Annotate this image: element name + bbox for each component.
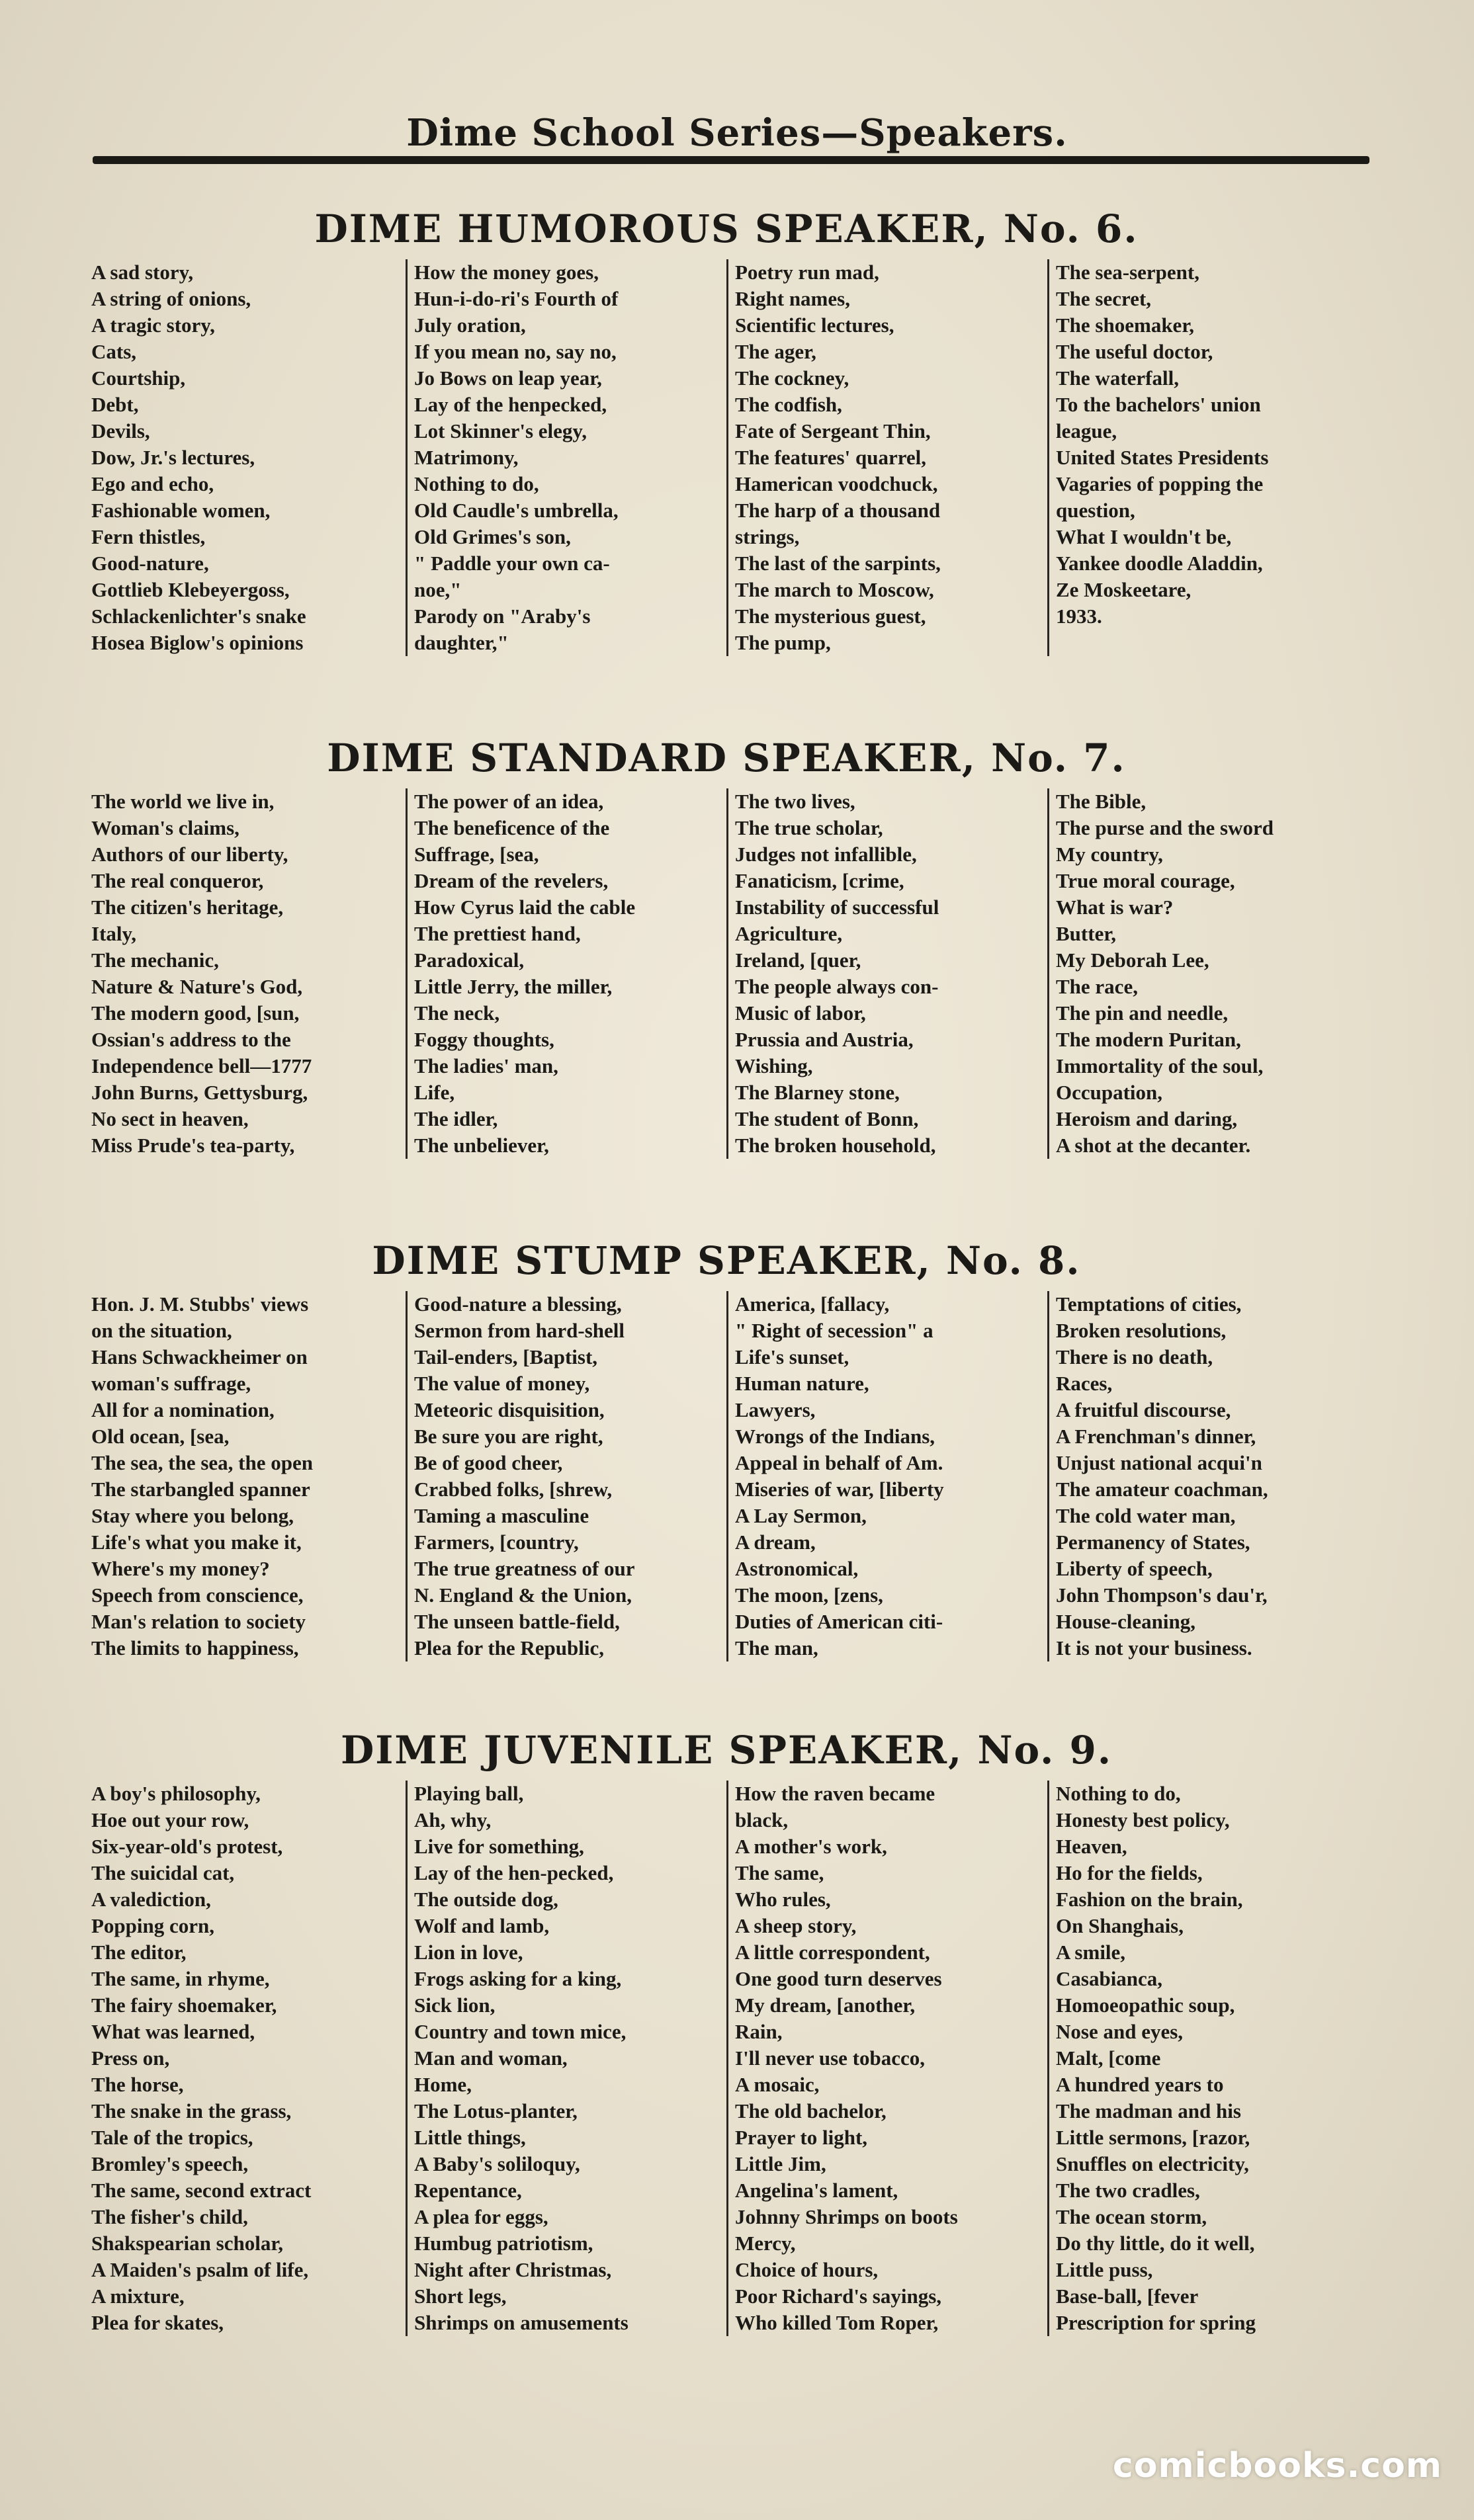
list-item: Suffrage, [sea, xyxy=(414,843,539,866)
list-item: The secret, xyxy=(1056,287,1152,310)
list-item: Wolf and lamb, xyxy=(414,1914,550,1937)
column xyxy=(726,1781,1047,2336)
list-item: Italy, xyxy=(91,922,137,945)
list-item: Unjust national acqui'n xyxy=(1056,1451,1262,1474)
list-item: Fashionable women, xyxy=(91,499,271,522)
list-item: Prescription for spring xyxy=(1056,2311,1256,2334)
section-title: DIME HUMOROUS SPEAKER, No. 6. xyxy=(314,206,1139,251)
list-item: To the bachelors' union xyxy=(1056,393,1261,416)
list-item: A mosaic, xyxy=(735,2073,820,2096)
section-title: DIME STANDARD SPEAKER, No. 7. xyxy=(327,735,1126,780)
list-item: Schlackenlichter's snake xyxy=(91,605,306,628)
list-item: The cockney, xyxy=(735,366,849,390)
watermark-logo: comicbooks.com xyxy=(1112,2446,1442,2486)
list-item: Astronomical, xyxy=(735,1557,859,1580)
list-item: The neck, xyxy=(414,1001,500,1025)
list-item: Honesty best policy, xyxy=(1056,1808,1230,1831)
list-item: The beneficence of the xyxy=(414,816,610,839)
list-item: The cold water man, xyxy=(1056,1504,1236,1527)
list-item: Press on, xyxy=(91,2046,170,2070)
list-item: Meteoric disquisition, xyxy=(414,1398,605,1421)
list-item: Poetry run mad, xyxy=(735,261,879,284)
list-item: The broken household, xyxy=(735,1134,936,1157)
list-item: A little correspondent, xyxy=(735,1941,930,1964)
section-standard-speaker xyxy=(85,728,1368,1159)
list-item: Who killed Tom Roper, xyxy=(735,2311,939,2334)
list-item: N. England & the Union, xyxy=(414,1583,632,1607)
list-item: Old Grimes's son, xyxy=(414,525,571,548)
list-item: The madman and his xyxy=(1056,2099,1241,2122)
list-item: Hamerican voodchuck, xyxy=(735,472,938,495)
list-item: Right names, xyxy=(735,287,850,310)
list-item: " Paddle your own ca- xyxy=(414,552,610,575)
list-item: Lawyers, xyxy=(735,1398,816,1421)
list-item: A Frenchman's dinner, xyxy=(1056,1425,1256,1448)
list-item: The suicidal cat, xyxy=(91,1861,235,1884)
list-item: A Baby's soliloquy, xyxy=(414,2152,580,2175)
column xyxy=(85,788,406,1159)
list-item: Woman's claims, xyxy=(91,816,239,839)
list-item: Malt, [come xyxy=(1056,2046,1161,2070)
list-item: Dream of the revelers, xyxy=(414,869,609,892)
list-item: The student of Bonn, xyxy=(735,1107,919,1130)
section-juvenile-speaker xyxy=(85,1720,1368,2336)
list-item: A sheep story, xyxy=(735,1914,857,1937)
list-item: Broken resolutions, xyxy=(1056,1319,1227,1342)
list-item: Snuffles on electricity, xyxy=(1056,2152,1249,2175)
list-item: Agriculture, xyxy=(735,922,843,945)
list-item: Lot Skinner's elegy, xyxy=(414,419,587,442)
list-item: Home, xyxy=(414,2073,472,2096)
list-item: Little Jerry, the miller, xyxy=(414,975,613,998)
list-item: on the situation, xyxy=(91,1319,232,1342)
list-item: The same, xyxy=(735,1861,824,1884)
list-item: Do thy little, do it well, xyxy=(1056,2232,1255,2255)
list-item: Sick lion, xyxy=(414,1994,496,2017)
list-item: Ossian's address to the xyxy=(91,1028,291,1051)
list-item: Nothing to do, xyxy=(414,472,539,495)
list-item: The idler, xyxy=(414,1107,498,1130)
list-item: The editor, xyxy=(91,1941,187,1964)
column xyxy=(85,1291,406,1661)
column xyxy=(406,259,726,656)
list-item: Nothing to do, xyxy=(1056,1782,1181,1805)
list-item: The starbangled spanner xyxy=(91,1478,310,1501)
list-item: Playing ball, xyxy=(414,1782,524,1805)
list-item: Bromley's speech, xyxy=(91,2152,249,2175)
list-item: Yankee doodle Aladdin, xyxy=(1056,552,1263,575)
list-item: " Right of secession" a xyxy=(735,1319,933,1342)
list-item: A mixture, xyxy=(91,2285,185,2308)
list-item: Duties of American citi- xyxy=(735,1610,943,1633)
list-item: All for a nomination, xyxy=(91,1398,275,1421)
list-item: Butter, xyxy=(1056,922,1116,945)
list-item: The true greatness of our xyxy=(414,1557,635,1580)
list-item: Homoeopathic soup, xyxy=(1056,1994,1235,2017)
list-item: A string of onions, xyxy=(91,287,251,310)
list-item: Appeal in behalf of Am. xyxy=(735,1451,943,1474)
list-item: The waterfall, xyxy=(1056,366,1179,390)
column xyxy=(1047,1781,1368,2336)
list-item: Parody on "Araby's xyxy=(414,605,591,628)
list-item: woman's suffrage, xyxy=(91,1372,251,1395)
list-item: I'll never use tobacco, xyxy=(735,2046,926,2070)
list-item: Lay of the hen-pecked, xyxy=(414,1861,614,1884)
list-item: A fruitful discourse, xyxy=(1056,1398,1231,1421)
list-item: The modern good, [sun, xyxy=(91,1001,300,1025)
column xyxy=(1047,259,1368,656)
list-item: Plea for skates, xyxy=(91,2311,224,2334)
list-item: What is war? xyxy=(1056,896,1174,919)
list-item: Paradoxical, xyxy=(414,948,525,972)
list-item: My Deborah Lee, xyxy=(1056,948,1209,972)
list-item: The fisher's child, xyxy=(91,2205,248,2228)
list-item: Ah, why, xyxy=(414,1808,492,1831)
list-item: Hoe out your row, xyxy=(91,1808,249,1831)
list-item: Popping corn, xyxy=(91,1914,215,1937)
list-item: The limits to happiness, xyxy=(91,1636,299,1659)
list-item: What I wouldn't be, xyxy=(1056,525,1232,548)
list-item: Authors of our liberty, xyxy=(91,843,288,866)
list-item: There is no death, xyxy=(1056,1345,1213,1368)
list-item: The purse and the sword xyxy=(1056,816,1274,839)
list-item: Debt, xyxy=(91,393,139,416)
list-item: black, xyxy=(735,1808,789,1831)
list-item: A hundred years to xyxy=(1056,2073,1224,2096)
list-item: Liberty of speech, xyxy=(1056,1557,1213,1580)
list-item: Casabianca, xyxy=(1056,1967,1163,1990)
list-item: 1933. xyxy=(1056,605,1102,628)
list-item: Tail-enders, [Baptist, xyxy=(414,1345,598,1368)
list-item: The power of an idea, xyxy=(414,790,604,813)
section-columns xyxy=(85,259,1368,656)
list-item: Man and woman, xyxy=(414,2046,568,2070)
list-item: Human nature, xyxy=(735,1372,869,1395)
list-item: What was learned, xyxy=(91,2020,255,2043)
list-item: Little things, xyxy=(414,2126,526,2149)
list-item: Life's what you make it, xyxy=(91,1531,302,1554)
list-item: Fashion on the brain, xyxy=(1056,1888,1243,1911)
column xyxy=(1047,788,1368,1159)
list-item: July oration, xyxy=(414,314,526,337)
list-item: Good-nature, xyxy=(91,552,209,575)
list-item: The same, second extract xyxy=(91,2179,312,2202)
list-item: Jo Bows on leap year, xyxy=(414,366,602,390)
list-item: John Burns, Gettysburg, xyxy=(91,1081,308,1104)
list-item: On Shanghais, xyxy=(1056,1914,1184,1937)
list-item: Lay of the henpecked, xyxy=(414,393,607,416)
list-item: Cats, xyxy=(91,340,137,363)
list-item: The pump, xyxy=(735,631,831,654)
list-item: The march to Moscow, xyxy=(735,578,934,601)
list-item: The unbeliever, xyxy=(414,1134,549,1157)
list-item: Vagaries of popping the xyxy=(1056,472,1264,495)
section-title: DIME JUVENILE SPEAKER, No. 9. xyxy=(340,1728,1113,1773)
list-item: Man's relation to society xyxy=(91,1610,306,1633)
list-item: Johnny Shrimps on boots xyxy=(735,2205,958,2228)
list-item: True moral courage, xyxy=(1056,869,1235,892)
list-item: Night after Christmas, xyxy=(414,2258,612,2281)
list-item: Mercy, xyxy=(735,2232,796,2255)
list-item: The two cradles, xyxy=(1056,2179,1200,2202)
list-item: Judges not infallible, xyxy=(735,843,917,866)
list-item: The pin and needle, xyxy=(1056,1001,1229,1025)
column xyxy=(85,259,406,656)
list-item: The features' quarrel, xyxy=(735,446,927,469)
list-item: A shot at the decanter. xyxy=(1056,1134,1251,1157)
section-columns xyxy=(85,788,1368,1159)
list-item: Permanency of States, xyxy=(1056,1531,1250,1554)
list-item: Courtship, xyxy=(91,366,186,390)
list-item: The last of the sarpints, xyxy=(735,552,941,575)
list-item: The same, in rhyme, xyxy=(91,1967,270,1990)
list-item: The sea-serpent, xyxy=(1056,261,1199,284)
list-item: Choice of hours, xyxy=(735,2258,879,2281)
list-item: Be of good cheer, xyxy=(414,1451,563,1474)
list-item: Country and town mice, xyxy=(414,2020,627,2043)
list-item: A valediction, xyxy=(91,1888,211,1911)
list-item: It is not your business. xyxy=(1056,1636,1252,1659)
list-item: Old Caudle's umbrella, xyxy=(414,499,619,522)
list-item: The race, xyxy=(1056,975,1138,998)
section-humorous-speaker xyxy=(85,198,1368,656)
list-item: A plea for eggs, xyxy=(414,2205,548,2228)
list-item: Shrimps on amusements xyxy=(414,2311,629,2334)
list-item: The value of money, xyxy=(414,1372,590,1395)
list-item: Little puss, xyxy=(1056,2258,1153,2281)
list-item: Frogs asking for a king, xyxy=(414,1967,622,1990)
list-item: The real conqueror, xyxy=(91,869,264,892)
column xyxy=(1047,1291,1368,1661)
list-item: Speech from conscience, xyxy=(91,1583,304,1607)
list-item: Where's my money? xyxy=(91,1557,270,1580)
list-item: Angelina's lament, xyxy=(735,2179,898,2202)
list-item: Stay where you belong, xyxy=(91,1504,294,1527)
list-item: Ze Moskeetare, xyxy=(1056,578,1192,601)
list-item: Races, xyxy=(1056,1372,1113,1395)
list-item: Ho for the fields, xyxy=(1056,1861,1203,1884)
list-item: My dream, [another, xyxy=(735,1994,916,2017)
column xyxy=(85,1781,406,2336)
list-item: league, xyxy=(1056,419,1117,442)
list-item: Tale of the tropics, xyxy=(91,2126,253,2149)
list-item: Ireland, [quer, xyxy=(735,948,861,972)
list-item: The useful doctor, xyxy=(1056,340,1213,363)
column xyxy=(726,788,1047,1159)
header-rule xyxy=(93,156,1369,164)
list-item: Occupation, xyxy=(1056,1081,1163,1104)
list-item: Six-year-old's protest, xyxy=(91,1835,283,1858)
list-item: The mechanic, xyxy=(91,948,219,972)
list-item: Dow, Jr.'s lectures, xyxy=(91,446,255,469)
list-item: question, xyxy=(1056,499,1135,522)
list-item: Live for something, xyxy=(414,1835,584,1858)
list-item: How the raven became xyxy=(735,1782,935,1805)
list-item: How the money goes, xyxy=(414,261,599,284)
list-item: One good turn deserves xyxy=(735,1967,942,1990)
list-item: Gottlieb Klebeyergoss, xyxy=(91,578,290,601)
list-item: A smile, xyxy=(1056,1941,1126,1964)
list-item: The snake in the grass, xyxy=(91,2099,292,2122)
list-item: A tragic story, xyxy=(91,314,215,337)
list-item: Instability of successful xyxy=(735,896,939,919)
list-item: The shoemaker, xyxy=(1056,314,1194,337)
list-item: House-cleaning, xyxy=(1056,1610,1195,1633)
list-item: Shakspearian scholar, xyxy=(91,2232,283,2255)
column xyxy=(406,1781,726,2336)
list-item: Little sermons, [razor, xyxy=(1056,2126,1250,2149)
running-head: Dime School Series—Speakers. xyxy=(406,111,1068,155)
list-item: Little Jim, xyxy=(735,2152,826,2175)
list-item: Farmers, [country, xyxy=(414,1531,579,1554)
column xyxy=(726,259,1047,656)
list-item: The codfish, xyxy=(735,393,842,416)
list-item: The Blarney stone, xyxy=(735,1081,900,1104)
list-item: strings, xyxy=(735,525,800,548)
list-item: The Lotus-planter, xyxy=(414,2099,578,2122)
list-item: The people always con- xyxy=(735,975,939,998)
list-item: Life's sunset, xyxy=(735,1345,849,1368)
list-item: No sect in heaven, xyxy=(91,1107,249,1130)
section-columns xyxy=(85,1291,1368,1661)
list-item: Humbug patriotism, xyxy=(414,2232,593,2255)
list-item: The ladies' man, xyxy=(414,1054,558,1077)
list-item: Heroism and daring, xyxy=(1056,1107,1238,1130)
list-item: The citizen's heritage, xyxy=(91,896,284,919)
list-item: If you mean no, say no, xyxy=(414,340,617,363)
list-item: A boy's philosophy, xyxy=(91,1782,261,1805)
list-item: The moon, [zens, xyxy=(735,1583,883,1607)
list-item: United States Presidents xyxy=(1056,446,1269,469)
list-item: Nature & Nature's God, xyxy=(91,975,303,998)
list-item: Taming a masculine xyxy=(414,1504,589,1527)
list-item: The sea, the sea, the open xyxy=(91,1451,313,1474)
list-item: How Cyrus laid the cable xyxy=(414,896,636,919)
list-item: Base-ball, [fever xyxy=(1056,2285,1199,2308)
list-item: The mysterious guest, xyxy=(735,605,926,628)
list-item: Good-nature a blessing, xyxy=(414,1292,622,1316)
list-item: America, [fallacy, xyxy=(735,1292,890,1316)
list-item: Poor Richard's sayings, xyxy=(735,2285,942,2308)
section-columns xyxy=(85,1781,1368,2336)
list-item: The man, xyxy=(735,1636,818,1659)
list-item: Music of labor, xyxy=(735,1001,866,1025)
list-item: Fate of Sergeant Thin, xyxy=(735,419,931,442)
list-item: Matrimony, xyxy=(414,446,519,469)
list-item: The ager, xyxy=(735,340,816,363)
list-item: The world we live in, xyxy=(91,790,275,813)
list-item: Heaven, xyxy=(1056,1835,1127,1858)
list-item: Wishing, xyxy=(735,1054,813,1077)
list-item: Short legs, xyxy=(414,2285,507,2308)
list-item: A Lay Sermon, xyxy=(735,1504,867,1527)
list-item: The horse, xyxy=(91,2073,184,2096)
list-item: Sermon from hard-shell xyxy=(414,1319,625,1342)
list-item: The two lives, xyxy=(735,790,855,813)
list-item: Be sure you are right, xyxy=(414,1425,603,1448)
list-item: Hans Schwackheimer on xyxy=(91,1345,308,1368)
list-item: Crabbed folks, [shrew, xyxy=(414,1478,613,1501)
column xyxy=(726,1291,1047,1661)
list-item: Old ocean, [sea, xyxy=(91,1425,230,1448)
list-item: Nose and eyes, xyxy=(1056,2020,1184,2043)
list-item: Rain, xyxy=(735,2020,783,2043)
list-item: John Thompson's dau'r, xyxy=(1056,1583,1268,1607)
list-item: Wrongs of the Indians, xyxy=(735,1425,935,1448)
list-item: Scientific lectures, xyxy=(735,314,894,337)
list-item: Lion in love, xyxy=(414,1941,523,1964)
list-item: A dream, xyxy=(735,1531,816,1554)
section-title: DIME STUMP SPEAKER, No. 8. xyxy=(372,1238,1081,1283)
list-item: Prussia and Austria, xyxy=(735,1028,914,1051)
list-item: The outside dog, xyxy=(414,1888,558,1911)
list-item: The fairy shoemaker, xyxy=(91,1994,277,2017)
list-item: The old bachelor, xyxy=(735,2099,887,2122)
list-item: Devils, xyxy=(91,419,150,442)
list-item: The modern Puritan, xyxy=(1056,1028,1241,1051)
list-item: Repentance, xyxy=(414,2179,522,2202)
list-item: noe," xyxy=(414,578,462,601)
list-item: The harp of a thousand xyxy=(735,499,941,522)
list-item: Hun-i-do-ri's Fourth of xyxy=(414,287,619,310)
list-item: Miss Prude's tea-party, xyxy=(91,1134,295,1157)
list-item: Prayer to light, xyxy=(735,2126,868,2149)
column xyxy=(406,788,726,1159)
list-item: Independence bell—1777 xyxy=(91,1054,312,1077)
list-item: Who rules, xyxy=(735,1888,831,1911)
list-item: The ocean storm, xyxy=(1056,2205,1207,2228)
list-item: daughter," xyxy=(414,631,509,654)
list-item: My country, xyxy=(1056,843,1163,866)
list-item: Miseries of war, [liberty xyxy=(735,1478,944,1501)
list-item: A Maiden's psalm of life, xyxy=(91,2258,309,2281)
list-item: The true scholar, xyxy=(735,816,883,839)
list-item: Immortality of the soul, xyxy=(1056,1054,1264,1077)
list-item: Fanaticism, [crime, xyxy=(735,869,904,892)
list-item: Hosea Biglow's opinions xyxy=(91,631,304,654)
list-item: A sad story, xyxy=(91,261,194,284)
list-item: The amateur coachman, xyxy=(1056,1478,1268,1501)
section-stump-speaker xyxy=(85,1230,1368,1661)
list-item: Temptations of cities, xyxy=(1056,1292,1242,1316)
list-item: The Bible, xyxy=(1056,790,1147,813)
list-item: Hon. J. M. Stubbs' views xyxy=(91,1292,309,1316)
list-item: The prettiest hand, xyxy=(414,922,581,945)
list-item: Plea for the Republic, xyxy=(414,1636,605,1659)
list-item: Fern thistles, xyxy=(91,525,206,548)
list-item: Foggy thoughts, xyxy=(414,1028,554,1051)
list-item: Ego and echo, xyxy=(91,472,214,495)
column xyxy=(406,1291,726,1661)
list-item: A mother's work, xyxy=(735,1835,887,1858)
list-item: Life, xyxy=(414,1081,455,1104)
list-item: The unseen battle-field, xyxy=(414,1610,620,1633)
